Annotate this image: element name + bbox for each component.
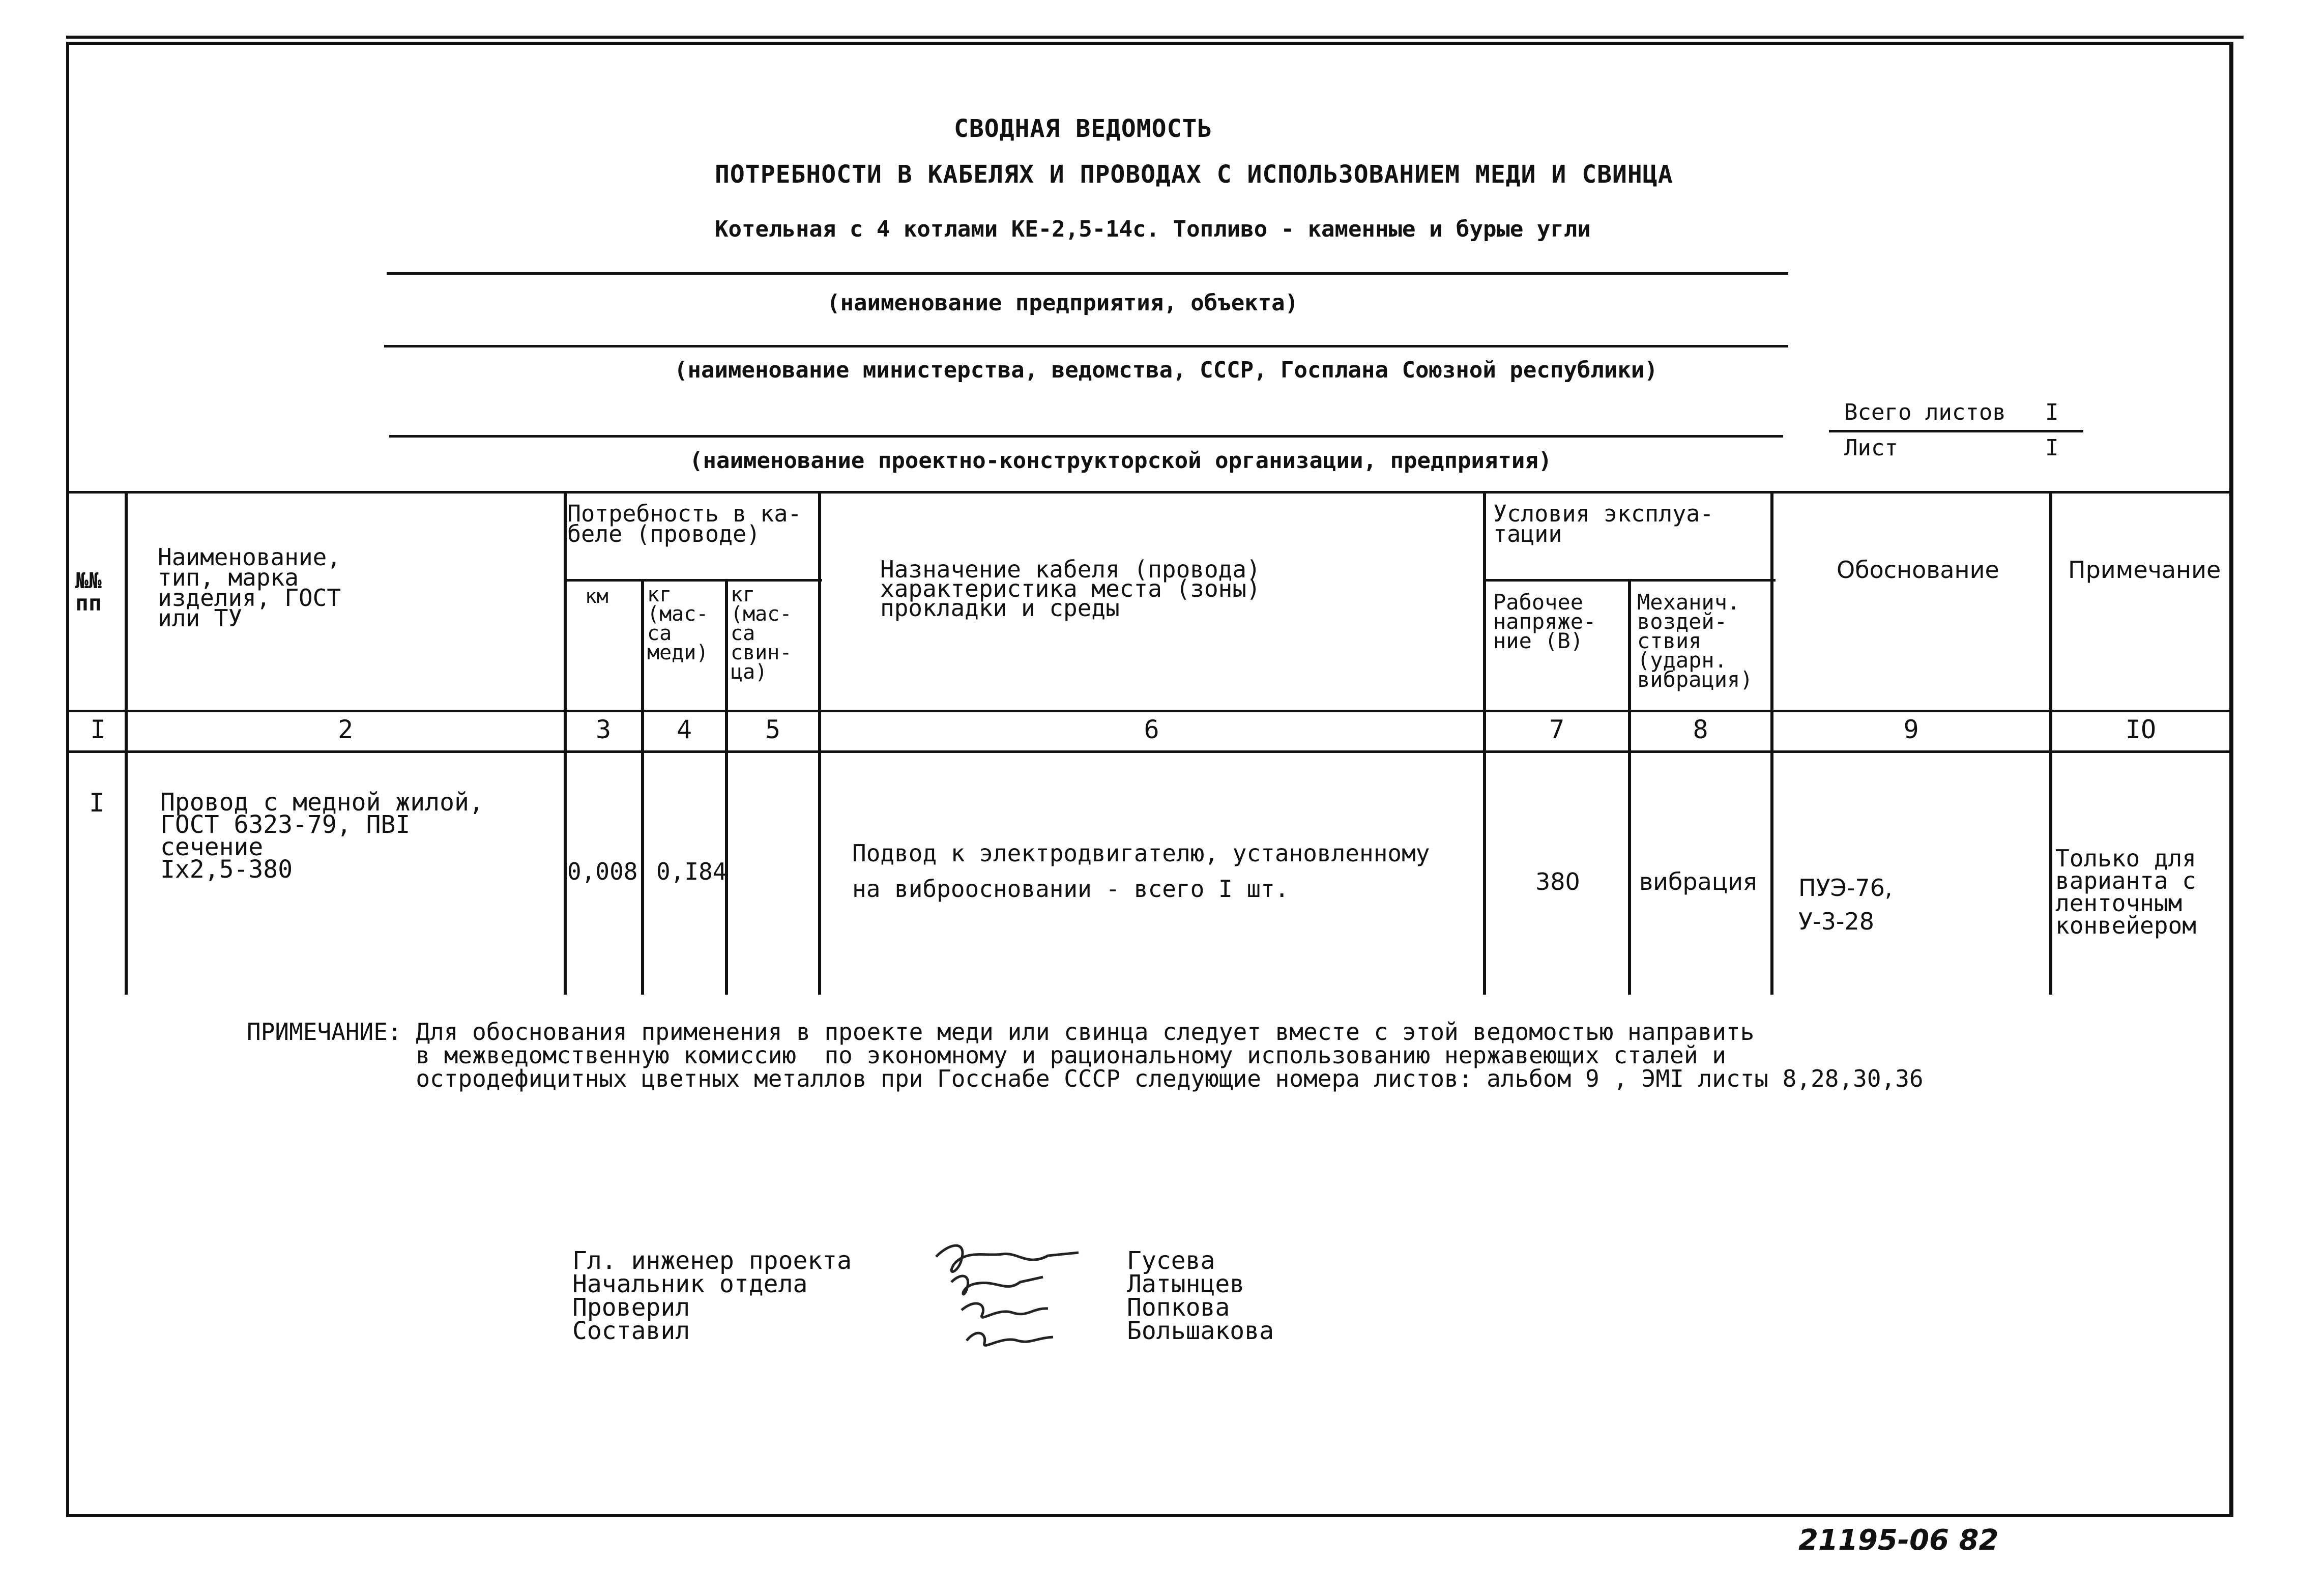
row-1-note: Только для варианта с ленточным конвейером [2055,845,2196,939]
colnum-bottom-border [69,750,2230,753]
signature-scribble-icon [931,1236,1099,1358]
row-1-no: I [89,788,105,818]
sheet-value: I [2045,435,2059,461]
col-divider-3 [641,579,644,995]
table-top-border [69,491,2230,494]
caption-ministry: (наименование министерства, ведомства, СССР, Госплана Союзной республики) [674,357,1658,383]
row-1-km: 0,008 [567,858,638,885]
object-name: Котельная с 4 котлами КЕ-2,5-14с. Топливо - каменные и бурые угли [715,216,1591,242]
row-1-purpose: Подвод к электродвигателю, установленному на виброосновании - всего I шт. [852,839,1430,903]
caption-design-org: (наименование проектно-конструкторской организации, предприятия) [689,448,1552,474]
top-rule [66,36,2244,39]
sheets-total-label: Всего листов [1844,399,2006,425]
header-col-name: Наименование, тип, марка изделия, ГОСТ или ТУ [158,543,341,632]
header-col-voltage: Рабочее напряже- ние (В) [1493,590,1596,653]
header-cond-group: Условия эксплуа- тации [1493,500,1714,547]
sheets-divider [1829,430,2083,432]
enterprise-line [387,272,1788,275]
design-org-line [389,435,1783,438]
sheet-label: Лист [1844,435,1898,461]
row-1-copper: 0,I84 [656,858,727,885]
col-divider-7 [1628,579,1631,995]
row-1-voltage: 380 [1535,868,1580,895]
ministry-line [384,345,1788,347]
archive-stamp: 21195-06 82 [1798,1524,1999,1557]
document-title: СВОДНАЯ ВЕДОМОСТЬ [954,114,1213,143]
header-col-purpose: Назначение кабеля (провода) характеристика места (зоны) прокладки и среды [880,556,1261,622]
colnum-2: 2 [337,715,354,744]
need-group-divider [565,579,822,582]
caption-enterprise: (наименование предприятия, объекта) [827,290,1299,316]
header-bottom-border [69,710,2230,712]
colnum-6: 6 [1144,715,1159,744]
sheets-total-value: I [2045,399,2059,425]
header-col-mechanical: Механич. воздей- ствия (ударн. вибрация) [1637,590,1753,692]
col-divider-4 [725,579,728,995]
document-subtitle: ПОТРЕБНОСТИ В КАБЕЛЯХ И ПРОВОДАХ С ИСПОЛЬЗОВАНИЕМ МЕДИ И СВИНЦА [715,160,1673,189]
row-1-mechanical: вибрация [1639,868,1757,895]
colnum-1: I [90,715,106,744]
colnum-8: 8 [1693,715,1708,744]
header-col-note: Примечание [2068,556,2221,584]
colnum-3: 3 [595,715,612,744]
colnum-4: 4 [676,715,692,744]
header-col-no: №№ пп [75,568,102,616]
header-col-lead: кг (мас- са свин- ца) [731,583,792,684]
handwritten-signatures [931,1236,1099,1361]
header-col-copper: кг (мас- са меди) [647,583,709,664]
header-col-basis: Обоснование [1837,556,1999,584]
header-need-group: Потребность в ка- беле (проводе) [567,500,802,547]
colnum-10: IO [2125,715,2157,744]
colnum-7: 7 [1549,715,1565,744]
footnote: ПРИМЕЧАНИЕ: Для обоснования применения в проекте меди или свинца следует вместе с этой ведомостью направить в межведомственную комиссию по экономному и рациональному использованию нержавеющих сталей и остродефицитных цветных металлов при Госснабе СССР следующие номера листов: альбом 9 , ЭМI листы 8,28,30,36 [247,1018,1924,1092]
row-1-name: Провод с медной жилой, ГОСТ 6323-79, ПВI сечение Iх2,5-380 [160,788,484,884]
colnum-9: 9 [1903,715,1919,744]
signature-names: Гусева Латынцев Попкова Большакова [1127,1246,1274,1345]
row-1-basis: ПУЭ-76, У-3-28 [1798,874,1893,935]
colnum-5: 5 [765,715,781,744]
signature-roles: Гл. инженер проекта Начальник отдела Проверил Составил [572,1246,852,1345]
header-col-km: км [585,585,608,607]
